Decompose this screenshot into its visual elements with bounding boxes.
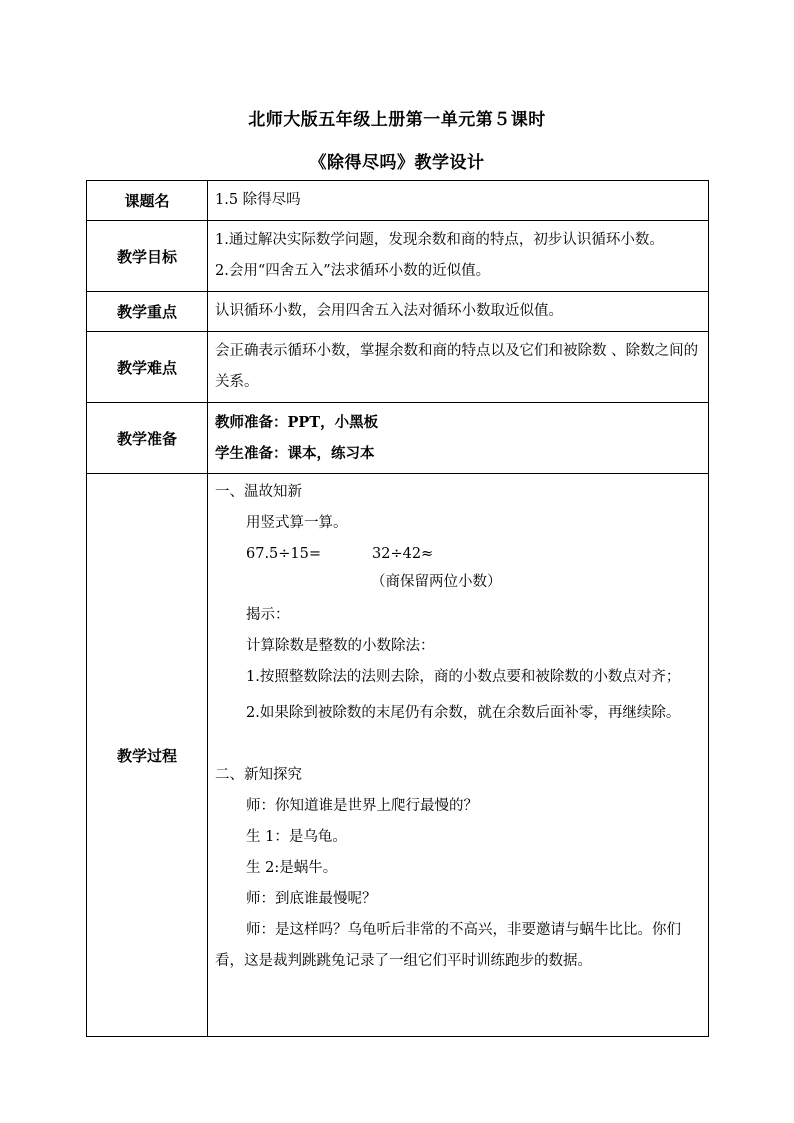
goal-line-1: 1.通过解决实际数学问题，发现余数和商的特点，初步认识循环小数。 [215,232,664,248]
label-topic: 课题名 [87,181,208,221]
lesson-plan-table [86,180,709,1037]
value-key: 认识循环小数，会用四舍五入法对循环小数取近似值。 [208,292,709,332]
rule-2: 2.如果除到被除数的末尾仍有余数，就在余数后面补零，再继续除。 [246,705,681,721]
value-difficult: 会正确表示循环小数，掌握余数和商的特点以及它们和被除数 、除数之间的关系。 [208,332,709,403]
row-prep [87,403,709,474]
row-topic [87,181,709,221]
section-explore: 二、新知探究 [215,767,302,783]
label-goals: 教学目标 [87,221,208,292]
label-prep: 教学准备 [87,403,208,474]
document-title: 北师大版五年级上册第一单元第５课时 [248,110,546,130]
task-vertical: 用竖式算一算。 [246,515,348,531]
calc-1: 67.5÷15= [246,546,322,562]
prep-student: 学生准备：课本，练习本 [215,445,375,462]
section-review: 一、温故知新 [215,484,302,500]
goal-line-2: 2.会用“四舍五入”法求循环小数的近似值。 [215,263,491,279]
row-difficult [87,332,709,403]
dialog-1: 师：你知道谁是世界上爬行最慢的？ [246,798,478,814]
row-process [87,474,709,1037]
document-subtitle: 《除得尽吗》教学设计 [309,153,485,173]
reveal: 揭示： [246,607,290,623]
rule-intro: 计算除数是整数的小数除法： [246,638,435,654]
label-difficult: 教学难点 [87,332,208,403]
row-goals [87,221,709,292]
dialog-3: 生 2:是蜗牛。 [246,860,338,876]
label-process: 教学过程 [87,474,208,1037]
value-prep [208,403,709,474]
prep-teacher: 教师准备：PPT，小黑板 [215,414,379,431]
dialog-2: 生 1：是乌龟。 [246,829,347,845]
value-process [208,474,709,1037]
value-topic: 1.5 除得尽吗 [208,181,709,221]
value-goals [208,221,709,292]
dialog-4: 师：到底谁最慢呢？ [246,891,377,907]
calc-2: 32÷42≈ [372,546,434,562]
calc-note: （商保留两位小数） [371,574,502,590]
spacer [215,729,702,760]
rule-1: 1.按照整数除法的法则去除，商的小数点要和被除数的小数点对齐； [246,669,681,685]
dialog-5: 师：是这样吗？乌龟听后非常的不高兴，非要邀请与蜗牛比比。你们看，这是裁判跳跳兔记录了一组它们平时训练跑步的数据。 [215,922,681,969]
row-key [87,292,709,332]
calc-line [215,539,702,570]
label-key: 教学重点 [87,292,208,332]
